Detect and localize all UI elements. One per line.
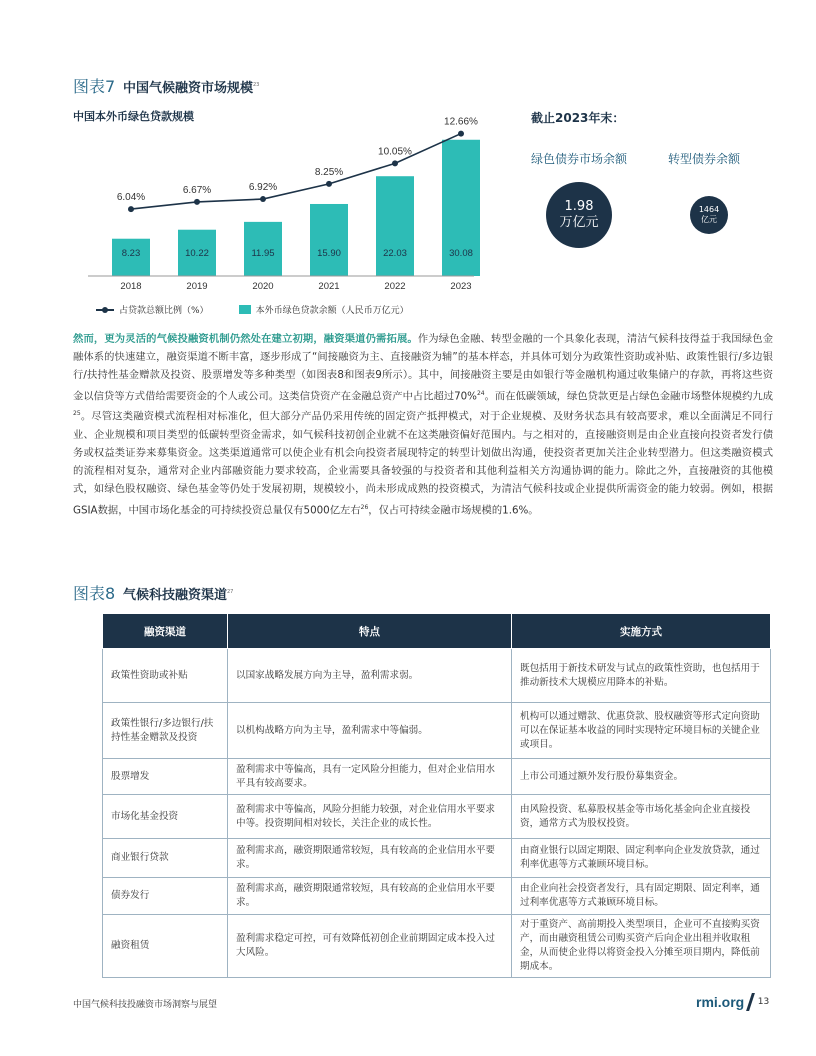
figure7-footnote-ref: 23	[252, 82, 260, 88]
bar-value-label: 10.22	[185, 248, 209, 259]
legend-bar-label: 本外币绿色贷款余额（人民币万亿元）	[255, 306, 409, 316]
transition-bond-unit: 亿元	[701, 215, 717, 224]
table-row	[103, 759, 771, 795]
x-tick-label: 2022	[384, 281, 406, 292]
table-row	[103, 649, 771, 703]
ratio-value-label: 10.05%	[378, 146, 412, 158]
ratio-point-2023	[458, 131, 464, 137]
table-header-channel: 融资渠道	[103, 614, 228, 649]
legend-bar-swatch	[239, 305, 251, 314]
figure8-heading	[73, 581, 233, 604]
table-cell-features: 盈利需求中等偏高，风险分担能力较强，对企业信用水平要求中等。投资期间相对较长，关注企业的成长性。	[228, 795, 512, 839]
table-cell-features: 盈利需求高，融资期限通常较短，具有较高的企业信用水平要求。	[228, 839, 512, 878]
table-row	[103, 839, 771, 878]
bar-value-label: 8.23	[121, 248, 141, 259]
ratio-value-label: 8.25%	[314, 166, 344, 178]
paragraph-text-1: 作为绿色金融、转型金融的一个具象化表现，清洁气候科技得益于我国绿色金融体系的快速建立，融资渠道不断丰富，逐步形成了“间接融资为主、直接融资为辅”的基本样态，并具体可划分为政策性资助或补贴、政策性银行/多边银行/扶持性基金赠款及投资、股票增发等多种类型（如图表8和图表9所示）。其中，间接融资主要是由如银行等金融机构通过收集储户的存款，再将这些资金以信贷等方式借给需要资金的个人或公司。这类信贷资产在金融总资产中占比超过70%	[73, 333, 774, 403]
x-tick-label: 2021	[318, 281, 340, 292]
table-cell-channel: 市场化基金投资	[103, 795, 228, 839]
figure8-title: 气候科技融资渠道	[122, 588, 227, 603]
figure7-title: 中国气候融资市场规模	[122, 81, 253, 96]
bar-2022	[376, 176, 414, 276]
footnote-ref-26: 26	[360, 503, 369, 511]
legend-line-swatch	[96, 306, 114, 314]
footnote-ref-24: 24	[476, 389, 485, 397]
figure8-label: 图表8	[73, 584, 116, 603]
table-row	[103, 703, 771, 759]
ratio-value-label: 6.04%	[116, 192, 146, 204]
bar-value-label: 15.90	[317, 248, 341, 259]
table-cell-channel: 政策性银行/多边银行/扶持性基金赠款及投资	[103, 703, 228, 759]
table-cell-method: 由风险投资、私募股权基金等市场化基金向企业直接投资，通常方式为股权投资。	[512, 795, 771, 839]
transition-bond-value-circle	[690, 196, 728, 234]
bar-value-label: 11.95	[251, 248, 275, 259]
bar-value-label: 30.08	[449, 248, 473, 259]
x-tick-label: 2018	[120, 281, 142, 292]
financing-channels-table	[102, 613, 771, 978]
green-bond-label: 绿色债券市场余额	[531, 152, 628, 166]
slash-divider-icon	[746, 993, 754, 1011]
table-cell-method: 由商业银行以固定期限、固定利率向企业发放贷款，通过利率优惠等方式兼顾环境目标。	[512, 839, 771, 878]
bar-2021	[310, 204, 348, 276]
table-cell-features: 盈利需求稳定可控，可有效降低初创企业前期固定成本投入过大风险。	[228, 915, 512, 978]
table-cell-method: 由企业向社会投资者发行，具有固定期限、固定利率，通过利率优惠等方式兼顾环境目标。	[512, 878, 771, 915]
table-header-method: 实施方式	[512, 614, 771, 649]
table-cell-channel: 融资租赁	[103, 915, 228, 978]
table-cell-channel: 股票增发	[103, 759, 228, 795]
table-cell-features: 盈利需求高，融资期限通常较短，具有较高的企业信用水平要求。	[228, 878, 512, 915]
table-row	[103, 878, 771, 915]
table-cell-method: 上市公司通过额外发行股份募集资金。	[512, 759, 771, 795]
ratio-point-2022	[392, 160, 398, 166]
chart-legend	[96, 303, 409, 316]
table-cell-method: 机构可以通过赠款、优惠贷款、股权融资等形式定向资助可以在保证基本收益的同时实现特定环境目标的关键企业或项目。	[512, 703, 771, 759]
table-header-row	[103, 614, 771, 649]
bar-value-label: 22.03	[383, 248, 407, 259]
ratio-value-label: 6.67%	[182, 184, 212, 196]
transition-bond-value: 1464	[698, 205, 720, 214]
paragraph-text-3: 。尽管这类融资模式流程相对标准化，但大部分产品仍采用传统的固定资产抵押模式，对于企业规模、及财务状态具有较高要求，难以全面满足不同行业、企业规模和项目类型的低碳转型资金需求，如气候科技初创企业就不在这类融资偏好范围内。与之相对的，直接融资则是由企业直接向投资者发行债务或权益类证券来募集资金。这类渠道通常可以使企业有机会向投资者展现特定的转型计划做出沟通，使投资者更加关注企业转型潜力。但这类融资模式的流程相对复杂，通常对企业内部融资能力要求较高，企业需要具备较强的与投资者和其他利益相关方沟通协调的能力。除此之外，直接融资的其他模式，如绿色股权融资、绿色基金等仍处于发展初期，规模较小，尚未形成成熟的投资模式，为清洁气候科技或企业提供所需资金的能力较弱。例如，根据GSIA数据，中国市场化基金的可持续投资总量仅有5000亿左右	[73, 410, 773, 517]
ratio-value-label: 12.66%	[444, 116, 478, 128]
table-header-features: 特点	[228, 614, 512, 649]
legend-line-label: 占贷款总额比例（%）	[119, 306, 209, 316]
footer-report-title: 中国气候科技投融资市场洞察与展望	[73, 1000, 218, 1010]
table-cell-channel: 商业银行贷款	[103, 839, 228, 878]
table-cell-method: 对于重资产、高前期投入类型项目，企业可不直接购买资产，而由融资租赁公司购买资产后向企业出租并收取租金，从而使企业得以将资金投入分摊至项目期内，降低前期成本。	[512, 915, 771, 978]
transition-bond-label: 转型债券余额	[668, 152, 741, 166]
green-bond-value: 1.98	[564, 199, 594, 214]
side-stats-title: 截止2023年末：	[531, 111, 625, 125]
ratio-point-2018	[128, 206, 134, 212]
x-tick-label: 2020	[252, 281, 274, 292]
ratio-value-label: 6.92%	[248, 182, 278, 194]
chart-title: 中国本外币绿色贷款规模	[73, 110, 194, 123]
figure8-footnote-ref: 27	[226, 589, 234, 595]
table-cell-features: 以机构战略方向为主导，盈利需求中等偏弱。	[228, 703, 512, 759]
table-cell-method: 既包括用于新技术研发与试点的政策性资助，也包括用于推动新技术大规模应用降本的补贴。	[512, 649, 771, 703]
table-row	[103, 915, 771, 978]
table-cell-features: 以国家战略发展方向为主导，盈利需求弱。	[228, 649, 512, 703]
ratio-point-2019	[194, 199, 200, 205]
rmi-logo-text: rmi.org	[696, 994, 745, 1010]
page-number: 13	[757, 997, 770, 1007]
table-cell-channel: 政策性资助或补贴	[103, 649, 228, 703]
ratio-point-2020	[260, 196, 266, 202]
x-tick-label: 2019	[186, 281, 208, 292]
figure7-label: 图表7	[73, 77, 116, 96]
green-bond-value-circle	[546, 182, 612, 248]
paragraph-text-2: 。而在低碳领域，绿色贷款更是占绿色金融市场整体规模约九成	[484, 390, 773, 403]
table-cell-features: 盈利需求中等偏高，具有一定风险分担能力，但对企业信用水平具有较高要求。	[228, 759, 512, 795]
paragraph-text-4: ，仅占可持续金融市场规模的1.6%。	[368, 504, 539, 517]
ratio-point-2021	[326, 181, 332, 187]
green-loan-chart	[70, 116, 490, 296]
x-tick-label: 2023	[450, 281, 472, 292]
footnote-ref-25: 25	[73, 410, 81, 418]
table-row	[103, 795, 771, 839]
paragraph-lead: 然而，更为灵活的气候投融资机制仍然处在建立初期，融资渠道仍需拓展。	[73, 333, 418, 345]
green-bond-unit: 万亿元	[559, 215, 599, 230]
footer-brand	[696, 993, 769, 1011]
body-paragraph	[73, 330, 773, 519]
table-cell-channel: 债券发行	[103, 878, 228, 915]
figure7-heading	[73, 74, 259, 97]
